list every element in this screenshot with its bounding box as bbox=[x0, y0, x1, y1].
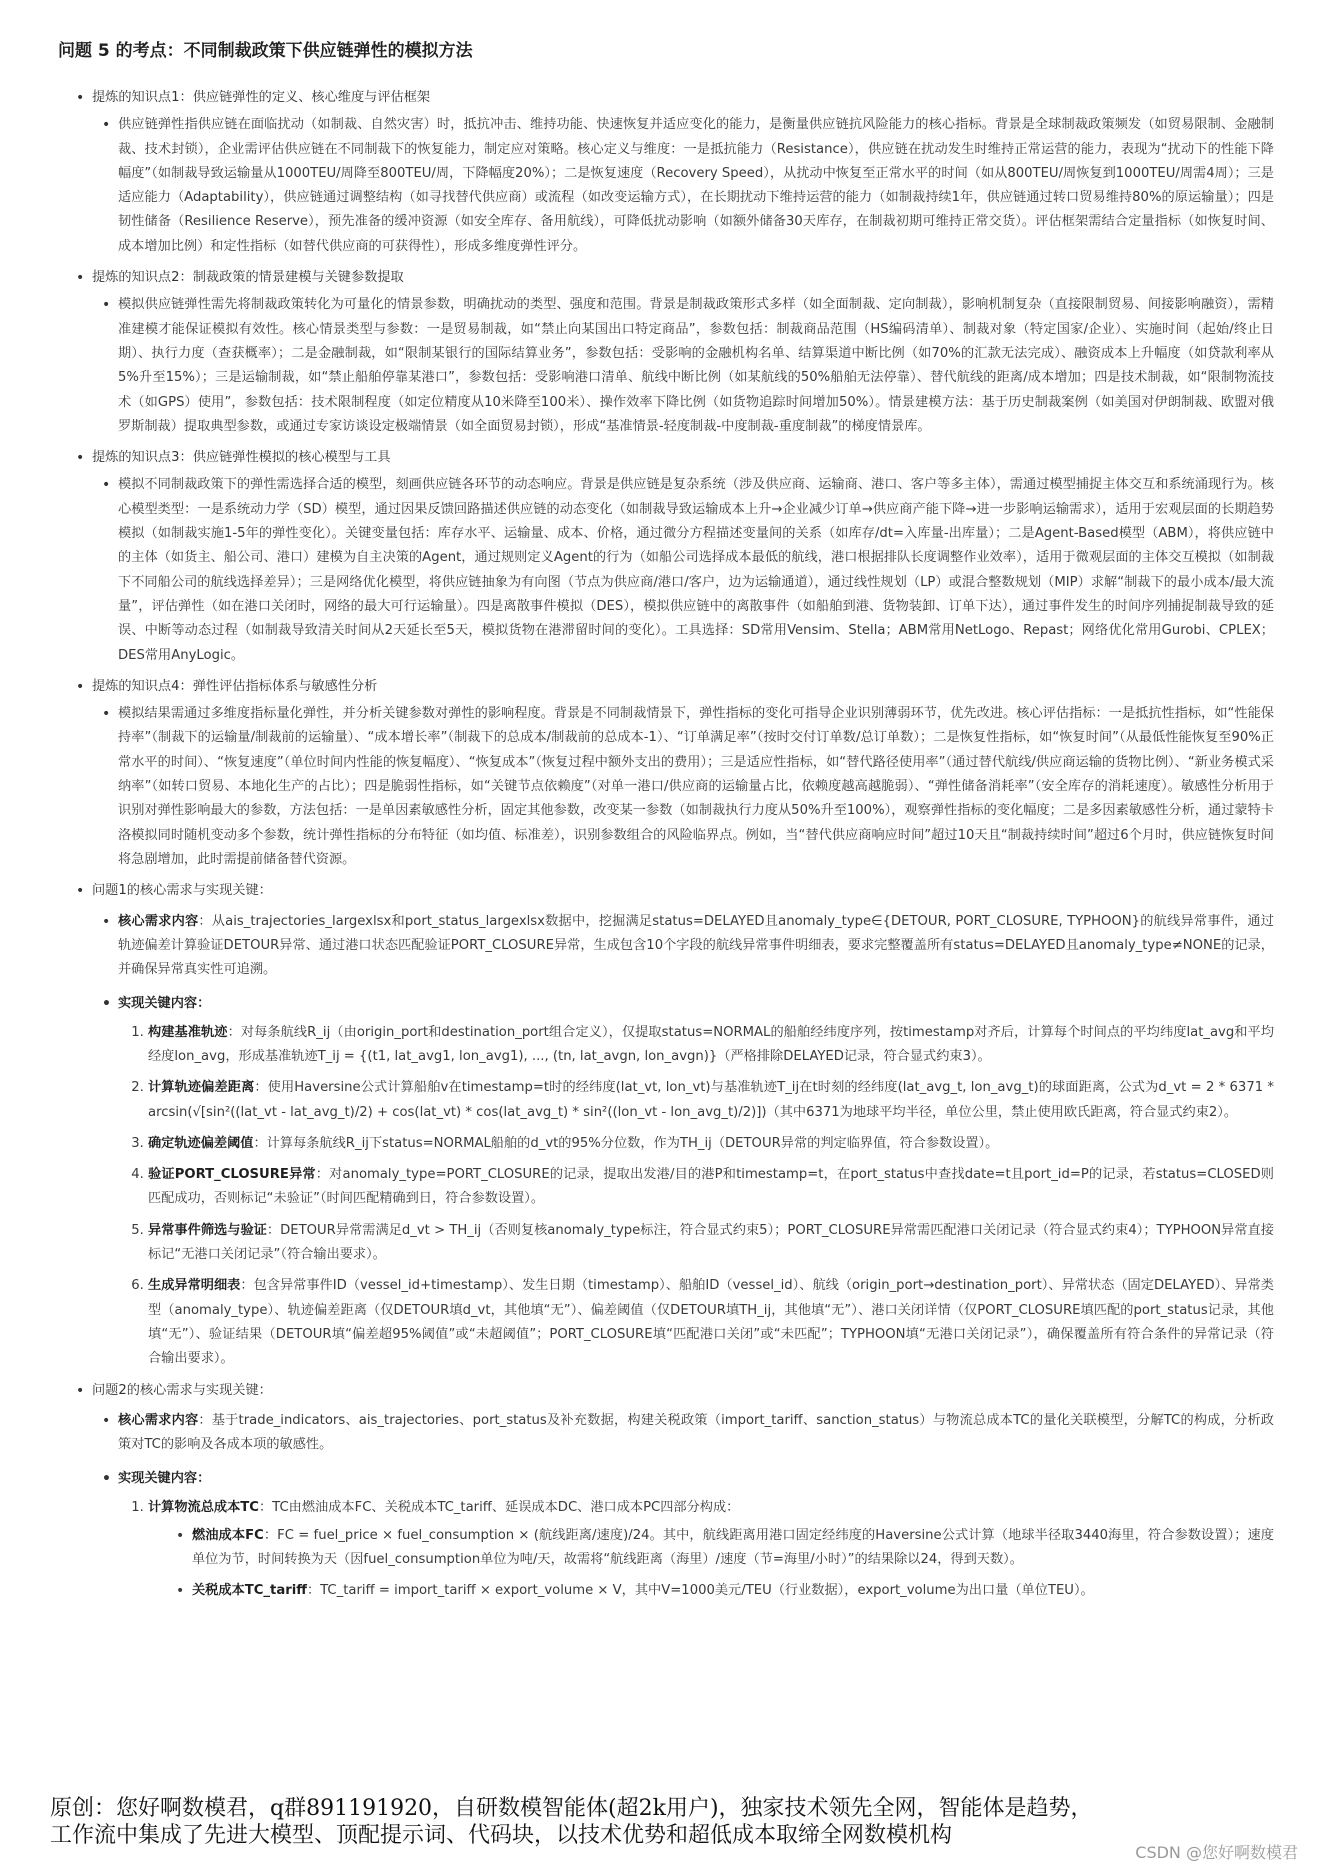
implementation-heading: • 实现关键内容： bbox=[74, 992, 1274, 1016]
footer-line: 原创：您好啊数模君，q群891191920，自研数模智能体(超2k用户)，独家技术领先全网，智能体是趋势， bbox=[50, 1796, 1093, 1821]
knowledge-point-body: • 模拟不同制裁政策下的弹性需选择合适的模型，刻画供应链各环节的动态响应。背景是供应链是复杂系统（涉及供应商、运输商、港口、客户等多主体），需通过模型捕捉主体交互和系统涌现行为。核心模型类型：一是系统动力学（SD）模型，通过因果反馈回路描述供应链的动态变化（如制裁导致运输成本上升→企业减少订单→供应商产能下降→进一步影响运输需求），适用于宏观层面的长期趋势模拟（如制裁实施1-5年的弹性变化）。关键变量包括：库存水平、运输量、成本、价格，通过微分方程描述变量间的关系（如库存/dt=入库量-出库量）；二是Agent-Based模型（ABM），将供应链中的主体（如货主、船公司、港口）建模为自主决策的Agent，通过规则定义Agent的行为（如船公司选择成本最低的航线，港口根据排队长度调整作业效率），适用于微观层面的主体交互模拟（如制裁下不同船公司的航线选择差异）；三是网络优化模型，将供应链抽象为有向图（节点为供应商/港口/客户，边为运输通道），通过线性规划（LP）或混合整数规划（MIP）求解“制裁下的最小成本/最大流量”，评估弹性（如在港口关闭时，网络的最大可行运输量）。四是离散事件模拟（DES），模拟供应链中的离散事件（如船舶到港、货物装卸、订单下达），通过事件发生的时间序列捕捉制裁导致的延误、中断等动态过程（如制裁导致清关时间从2天延长至5天，模拟货物在港滞留时间的变化）。工具选择：SD常用Vensim、Stella；ABM常用NetLogo、Repast；网络优化常用Gurobi、CPLEX；DES常用AnyLogic。 bbox=[74, 473, 1274, 667]
step-item bbox=[148, 1076, 1274, 1125]
knowledge-point-body: • 模拟供应链弹性需先将制裁政策转化为可量化的情景参数，明确扰动的类型、强度和范围。背景是制裁政策形式多样（如全面制裁、定向制裁），影响机制复杂（直接限制贸易、间接影响融资），需精准建模才能保证模拟有效性。核心情景类型与参数：一是贸易制裁，如“禁止向某国出口特定商品”，参数包括：制裁商品范围（HS编码清单）、制裁对象（特定国家/企业）、实施时间（起始/终止日期）、执行力度（查获概率）；二是金融制裁，如“限制某银行的国际结算业务”，参数包括：受影响的金融机构名单、结算渠道中断比例（如70%的汇款无法完成）、融资成本上升幅度（如贷款利率从5%升至15%）；三是运输制裁，如“禁止船舶停靠某港口”，参数包括：受影响港口清单、航线中断比例（如某航线的50%船舶无法停靠）、替代航线的距离/成本增加；四是技术制裁，如“限制物流技术（如GPS）使用”，参数包括：技术限制程度（如定位精度从10米降至100米）、操作效率下降比例（如货物追踪时间增加50%）。情景建模方法：基于历史制裁案例（如美国对伊朗制裁、欧盟对俄罗斯制裁）提取典型参数，或通过专家访谈设定极端情景（如全面贸易封锁），形成“基准情景-轻度制裁-中度制裁-重度制裁”的梯度情景库。 bbox=[74, 293, 1274, 439]
step-text: ：使用Haversine公式计算船舶v在timestamp=t时的经纬度(lat_vt, lon_vt)与基准轨迹T_ij在t时刻的经纬度(lat_avg_t, lon_avg_t)的球面距离，公式为d_vt = 2 * 6371 * arcsin(√[sin²((lat_vt - lat_avg_t)/2) + cos(lat_vt) * cos(lat_avg_t) * sin²((lon_vt - lon_avg_t)/2)])（其中6371为地球平均半径，单位公里，禁止使用欧氏距离，符合显式约束2）。 bbox=[148, 1080, 1275, 1120]
implementation-heading: • 实现关键内容： bbox=[74, 1467, 1274, 1491]
question-heading: • 问题2的核心需求与实现关键： bbox=[74, 1379, 1274, 1403]
question-2-section bbox=[74, 1379, 1274, 1603]
step-label: 确定轨迹偏差阈值 bbox=[148, 1135, 254, 1151]
page-title: 问题 5 的考点：不同制裁政策下供应链弹性的模拟方法 bbox=[58, 41, 473, 61]
cost-item bbox=[176, 1524, 1274, 1573]
core-requirement-text: ：从ais_trajectories_largexlsx和port_status_largexlsx数据中，挖掘满足status=DELAYED且anomaly_type∈{DETOUR, PORT_CLOSURE, TYPHOON}的航线异常事件，通过轨迹偏差计算验证DETOUR异常、通过港口状态匹配验证PORT_CLOSURE异常，生成包含10个字段的航线异常事件明细表，要求完整覆盖所有status=DELAYED且anomaly_type≠NONE的记录，并确保异常真实性可追溯。 bbox=[118, 913, 1274, 978]
step-item bbox=[148, 1496, 1274, 1603]
knowledge-point-body: • 供应链弹性指供应链在面临扰动（如制裁、自然灾害）时，抵抗冲击、维持功能、快速恢复并适应变化的能力，是衡量供应链抗风险能力的核心指标。背景是全球制裁政策频发（如贸易限制、金融制裁、技术封锁），企业需评估供应链在不同制裁下的恢复能力，制定应对策略。核心定义与维度：一是抵抗能力（Resistance），供应链在扰动发生时维持正常运营的能力，表现为“扰动下的性能下降幅度”（如制裁导致运输量从1000TEU/周降至800TEU/周，下降幅度20%）；二是恢复速度（Recovery Speed），从扰动中恢复至正常水平的时间（如从800TEU/周恢复到1000TEU/周需4周）；三是适应能力（Adaptability），供应链通过调整结构（如寻找替代供应商）或流程（如改变运输方式），在长期扰动下维持运营的能力（如制裁持续1年，供应链通过转口贸易维持80%的原运输量）；四是韧性储备（Resilience Reserve），预先准备的缓冲资源（如安全库存、备用航线），可降低扰动影响（如额外储备30天库存，在制裁初期可维持正常交货）。评估框架需结合定量指标（如恢复时间、成本增加比例）和定性指标（如替代供应商的可获得性），形成多维度弹性评分。 bbox=[74, 113, 1274, 259]
knowledge-point-heading: • 提炼的知识点4：弹性评估指标体系与敏感性分析 bbox=[74, 675, 1274, 699]
watermark: CSDN @您好啊数模君 bbox=[1135, 1843, 1298, 1862]
knowledge-point-body: • 模拟结果需通过多维度指标量化弹性，并分析关键参数对弹性的影响程度。背景是不同制裁情景下，弹性指标的变化可指导企业识别薄弱环节，优先改进。核心评估指标：一是抵抗性指标，如“性能保持率”（制裁下的运输量/制裁前的运输量）、“成本增长率”（制裁下的总成本/制裁前的总成本-1）、“订单满足率”（按时交付订单数/总订单数）；二是恢复性指标，如“恢复时间”（从最低性能恢复至90%正常水平的时间）、“恢复速度”（单位时间内性能的恢复幅度）、“恢复成本”（恢复过程中额外支出的费用）；三是适应性指标，如“替代路径使用率”（通过替代航线/供应商运输的货物比例）、“新业务模式采纳率”（如转口贸易、本地化生产的占比）；四是脆弱性指标，如“关键节点依赖度”（对单一港口/供应商的运输量占比，依赖度越高越脆弱）、“弹性储备消耗率”（安全库存的消耗速度）。敏感性分析用于识别对弹性影响最大的参数，方法包括：一是单因素敏感性分析，固定其他参数，改变某一参数（如制裁执行力度从50%升至100%），观察弹性指标的变化幅度；二是多因素敏感性分析，通过蒙特卡洛模拟同时随机变动多个参数，统计弹性指标的分布特征（如均值、标准差），识别参数组合的风险临界点。例如，当“替代供应商响应时间”超过10天且“制裁持续时间”超过6个月时，供应链恢复时间将急剧增加，此时需提前储备替代资源。 bbox=[74, 702, 1274, 872]
cost-item bbox=[176, 1579, 1274, 1603]
step-label: 验证PORT_CLOSURE异常 bbox=[148, 1167, 316, 1183]
step-text: ：DETOUR异常需满足d_vt > TH_ij（否则复核anomaly_type标注，符合显式约束5）；PORT_CLOSURE异常需匹配港口关闭记录（符合显式约束4）；TYPHOON异常直接标记“无港口关闭记录”（符合输出要求）。 bbox=[148, 1222, 1274, 1263]
knowledge-point-3 bbox=[74, 446, 1274, 668]
core-requirement-label: 核心需求内容 bbox=[118, 913, 199, 929]
knowledge-point-heading: • 提炼的知识点3：供应链弹性模拟的核心模型与工具 bbox=[74, 446, 1274, 470]
cost-item-text: ：FC = fuel_price × fuel_consumption × (航线距离/速度)/24。其中，航线距离用港口固定经纬度的Haversine公式计算（地球半径取3440海里，符合参数设置）；速度单位为节，时间转换为天（因fuel_consumption单位为吨/天，故需将“航线距离（海里）/速度（节=海里/小时）”的结果除以24，得到天数）。 bbox=[192, 1528, 1274, 1568]
footer-notice bbox=[50, 1795, 1290, 1849]
core-requirement-text: ：基于trade_indicators、ais_trajectories、port_status及补充数据，构建关税政策（import_tariff、sanction_status）与物流总成本TC的量化关联模型，分解TC的构成，分析政策对TC的影响及各成本项的敏感性。 bbox=[118, 1412, 1274, 1453]
knowledge-point-2 bbox=[74, 266, 1274, 439]
step-item bbox=[148, 1274, 1274, 1371]
cost-items bbox=[148, 1524, 1274, 1603]
step-text: ：计算每条航线R_ij下status=NORMAL船舶的d_vt的95%分位数，作为TH_ij（DETOUR异常的判定临界值，符合参数设置）。 bbox=[253, 1135, 999, 1151]
knowledge-point-heading: • 提炼的知识点2：制裁政策的情景建模与关键参数提取 bbox=[74, 266, 1274, 290]
question-1-section bbox=[74, 879, 1274, 1371]
cost-item-label: 燃油成本FC bbox=[192, 1528, 264, 1544]
knowledge-point-heading: • 提炼的知识点1：供应链弹性的定义、核心维度与评估框架 bbox=[74, 86, 1274, 110]
step-label: 计算轨迹偏差距离 bbox=[148, 1080, 255, 1096]
step-item bbox=[148, 1021, 1274, 1070]
implementation-steps bbox=[74, 1021, 1274, 1372]
step-item bbox=[148, 1132, 1274, 1156]
document-content bbox=[74, 86, 1274, 1610]
core-requirement bbox=[74, 1409, 1274, 1458]
implementation-steps bbox=[74, 1496, 1274, 1603]
step-label: 计算物流总成本TC bbox=[148, 1499, 259, 1515]
step-label: 异常事件筛选与验证 bbox=[148, 1222, 267, 1238]
step-text: ：包含异常事件ID（vessel_id+timestamp）、发生日期（timestamp）、船舶ID（vessel_id）、航线（origin_port→destination_port）、异常状态（固定DELAYED）、异常类型（anomaly_type）、轨迹偏差距离（仅DETOUR填d_vt，其他填“无”）、偏差阈值（仅DETOUR填TH_ij，其他填“无”）、港口关闭详情（仅PORT_CLOSURE填匹配的port_status记录，其他填“无”）、验证结果（DETOUR填“偏差超95%阈值”或“未超阈值”；PORT_CLOSURE填“匹配港口关闭”或“未匹配”；TYPHOON填“无港口关闭记录”），确保覆盖所有符合条件的异常记录（符合输出要求）。 bbox=[148, 1278, 1274, 1367]
core-requirement bbox=[74, 910, 1274, 983]
step-text: ：TC由燃油成本FC、关税成本TC_tariff、延误成本DC、港口成本PC四部分构成： bbox=[259, 1499, 740, 1515]
cost-item-label: 关税成本TC_tariff bbox=[192, 1582, 307, 1598]
step-item bbox=[148, 1163, 1274, 1212]
step-item bbox=[148, 1219, 1274, 1268]
cost-item-text: ：TC_tariff = import_tariff × export_volume × V，其中V=1000美元/TEU（行业数据），export_volume为出口量（单位TEU）。 bbox=[306, 1582, 1094, 1598]
question-heading: • 问题1的核心需求与实现关键： bbox=[74, 879, 1274, 903]
step-label: 生成异常明细表 bbox=[148, 1278, 241, 1294]
footer-line: 工作流中集成了先进大模型、顶配提示词、代码块，以技术优势和超低成本取缔全网数模机构 bbox=[50, 1823, 953, 1848]
step-label: 构建基准轨迹 bbox=[148, 1024, 228, 1040]
step-text: ：对anomaly_type=PORT_CLOSURE的记录，提取出发港/目的港P和timestamp=t，在port_status中查找date=t且port_id=P的记录，若status=CLOSED则匹配成功，否则标记“未验证”（时间匹配精确到日，符合参数设置）。 bbox=[148, 1167, 1274, 1207]
knowledge-point-4 bbox=[74, 675, 1274, 872]
core-requirement-label: 核心需求内容 bbox=[118, 1412, 199, 1428]
knowledge-point-1 bbox=[74, 86, 1274, 259]
step-text: ：对每条航线R_ij（由origin_port和destination_port组合定义），仅提取status=NORMAL的船舶经纬度序列，按timestamp对齐后，计算每个时间点的平均纬度lat_avg和平均经度lon_avg，形成基准轨迹T_ij = {(t1, lat_avg1, lon_avg1), ..., (tn, lat_avgn, lon_avgn)}（严格排除DELAYED记录，符合显式约束3）。 bbox=[148, 1024, 1275, 1064]
